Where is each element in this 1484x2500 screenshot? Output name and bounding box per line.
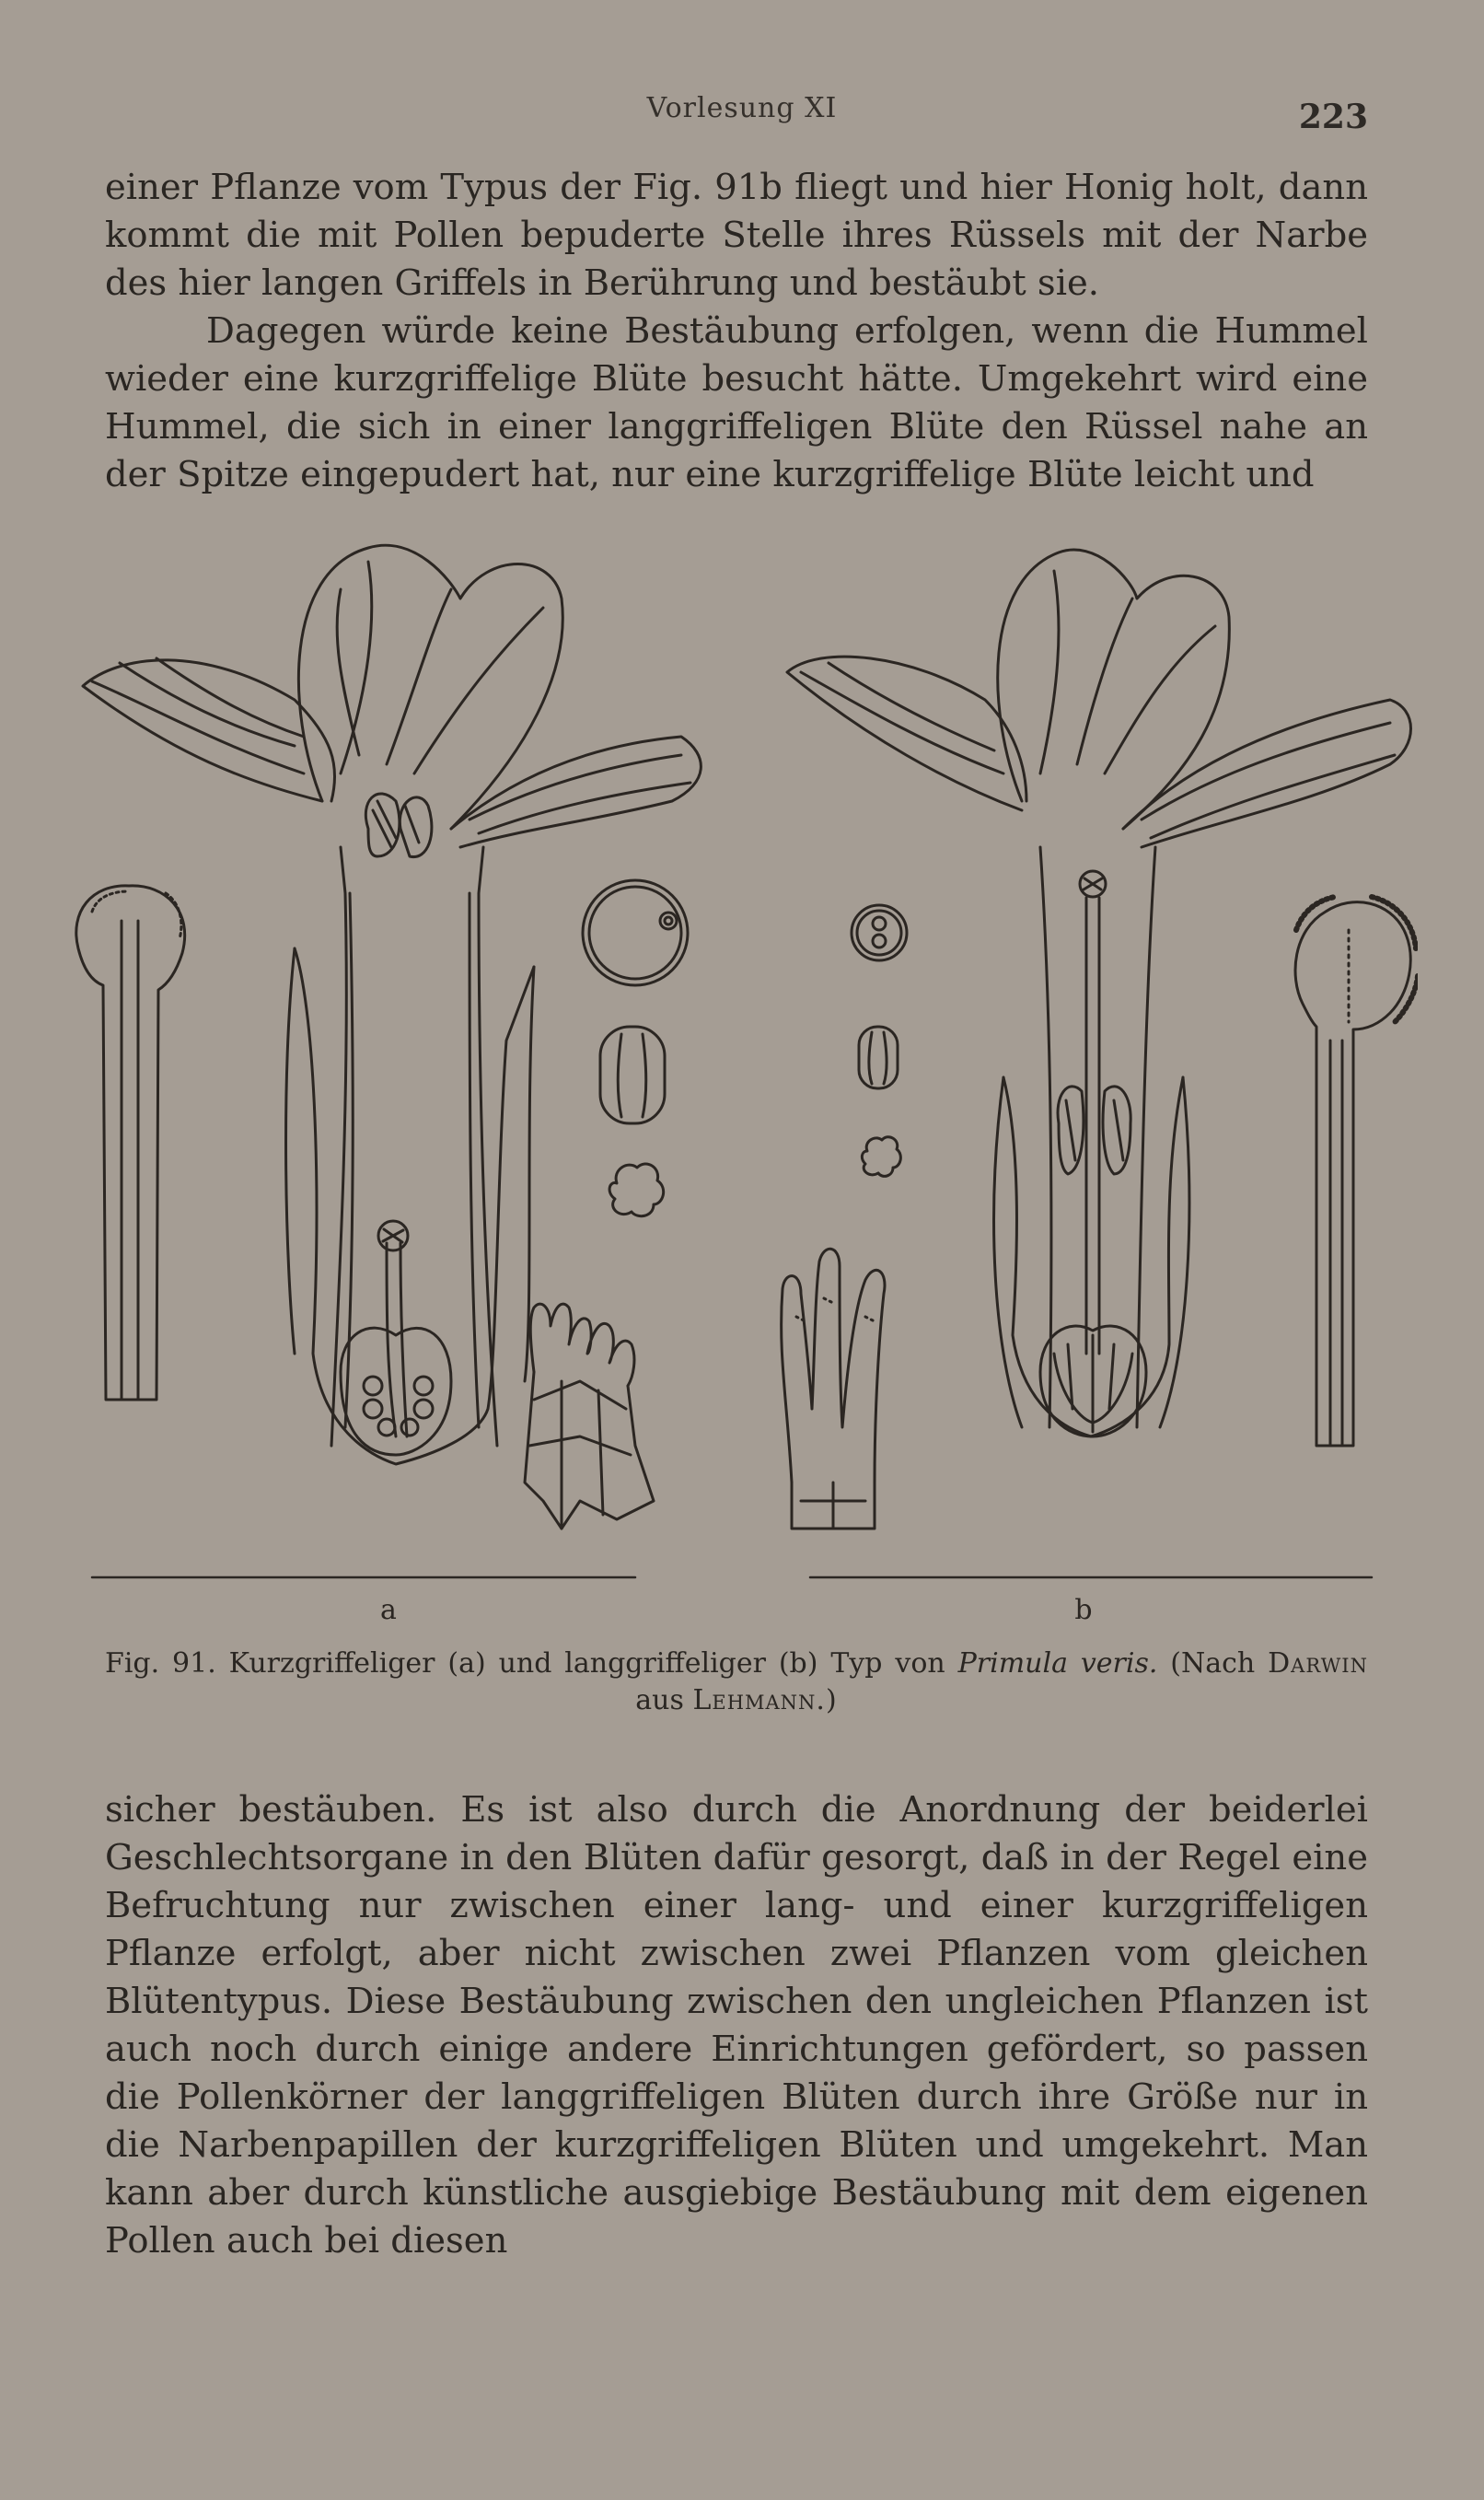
pollen-detail-a [583, 880, 688, 1216]
primula-illustration [64, 525, 1418, 1648]
running-header: Vorlesung XI [646, 92, 838, 124]
caption-species: Primula veris. [957, 1647, 1158, 1680]
caption-prefix: Fig. 91. [105, 1647, 216, 1680]
paragraph-2: Dagegen würde keine Bestäubung erfolgen, wenn die Hummel wieder eine kurzgriffelige Blüte besucht hätte. Umgekehrt wird eine Hummel, die sich in einer langgriffeligen Blüte den Rüssel nahe an der Spitze eingepudert hat, nur eine kurzgriffelige Blüte leicht und [105, 310, 1368, 495]
stigma-detail-a [76, 886, 185, 1400]
page-number: 223 [1298, 98, 1368, 136]
paragraph-3: sicher bestäuben. Es ist also durch die Anordnung der beiderlei Geschlechtsorgane in den Blüten dafür gesorgt, daß in der Regel eine Befruchtung nur zwischen einer lang- und einer kurzgriffeligen Pflanze erfolgt, aber nicht zwischen zwei Pflanzen vom gleichen Blütentypus. Diese Bestäubung zwischen den ungleichen Pflanzen ist auch noch durch einige andere Einrichtungen gefördert, so passen die Pollenkörner der langgriffeligen Blüten durch ihre Größe nur in die Narbenpapillen der kurzgriffeligen Blüten und umgekehrt. Man kann aber durch künstliche ausgiebige Bestäubung mit dem eigenen Pollen auch bei diesen [105, 1789, 1368, 2262]
bottom-text-block [105, 1786, 1368, 2265]
caption-text: Kurzgriffeliger (a) und langgriffeliger (b) Typ von [228, 1647, 945, 1680]
top-text-block [105, 164, 1368, 499]
caption-source-open: (Nach [1170, 1647, 1256, 1680]
figure-caption [105, 1645, 1368, 1719]
label-b: b [1074, 1594, 1093, 1626]
papillae-detail-b [782, 1249, 885, 1529]
stigma-detail-b [1295, 897, 1418, 1446]
label-a: a [380, 1594, 397, 1626]
pollen-detail-b [852, 905, 907, 1176]
caption-author-darwin: Darwin [1268, 1647, 1368, 1680]
paragraph-1: einer Pflanze vom Typus der Fig. 91b fliegt und hier Honig holt, dann kommt die mit Pollen bepuderte Stelle ihres Rüssels mit der Narbe des hier langen Griffels in Berührung und bestäubt sie. [105, 167, 1368, 304]
papillae-detail-a [525, 1304, 654, 1529]
caption-aus: aus [635, 1684, 684, 1716]
caption-author-lehmann: Lehmann.) [692, 1684, 838, 1716]
figure-91 [64, 525, 1418, 1648]
